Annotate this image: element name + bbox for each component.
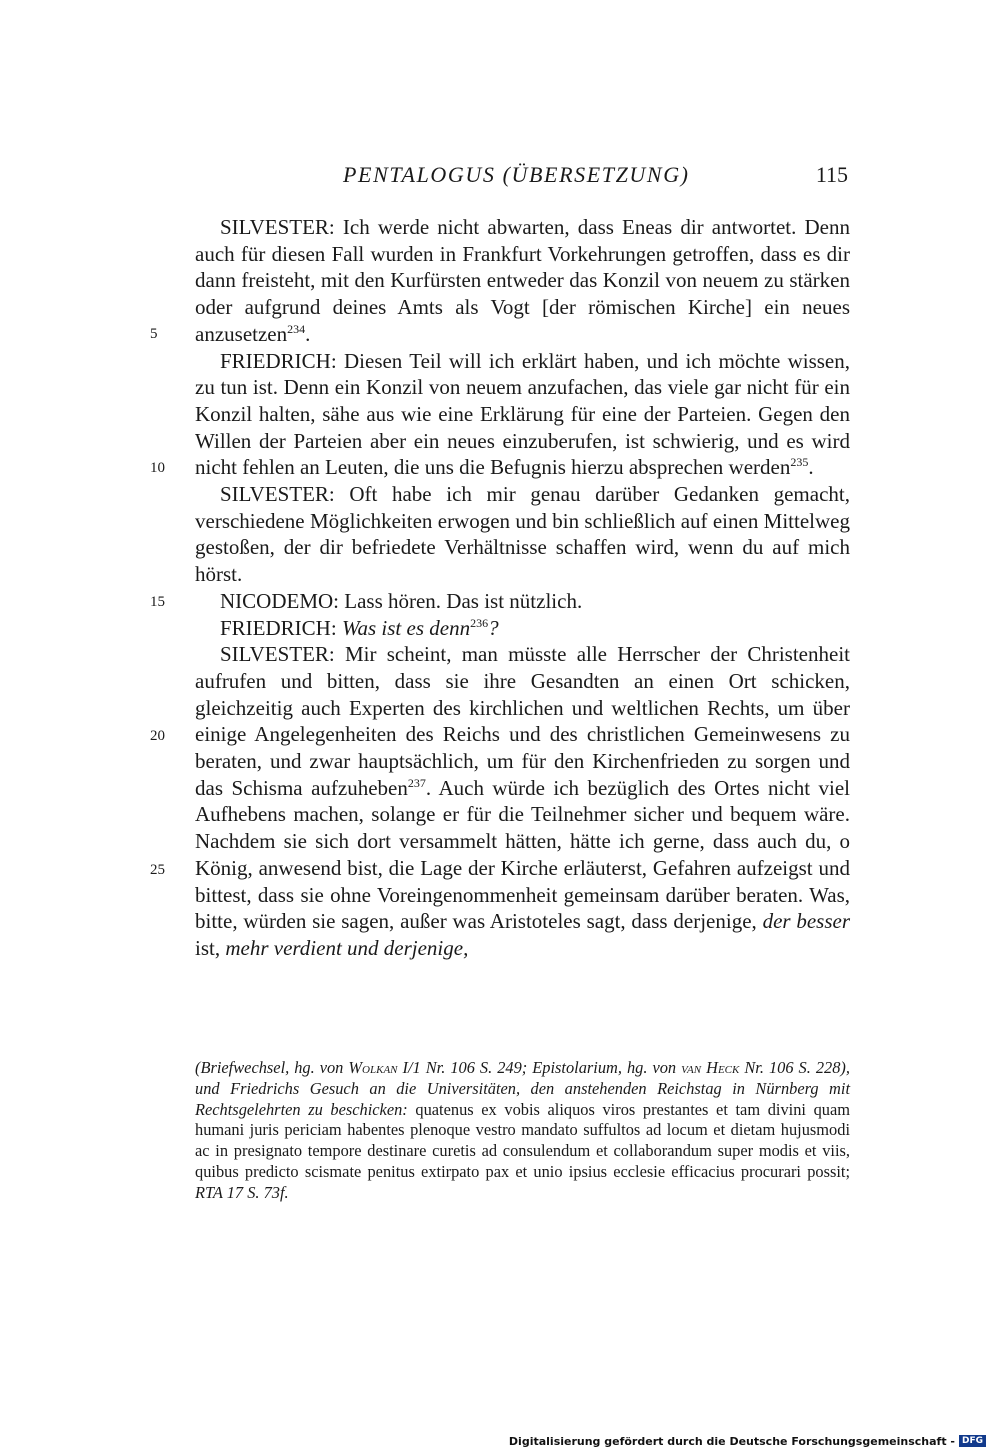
paragraph-nicodemo: NICODEMO: Lass hören. Das ist nützlich. [220,588,583,613]
dfg-logo: DFG [959,1435,986,1447]
paragraph-silvester-3: SILVESTER: Mir scheint, man müsste alle Herrscher der Christenheit aufrufen und bitten, dass sie ihre Gesandten an einen Ort schicken, gleichzeitig auch Experten des kirchlichen und weltlichen Rechts, um über einige Angelegenheiten des Reichs und des christlichen Gemeinwesens zu beraten, und zwar hauptsächlich, um für den Kirchenfrieden zu sorgen und das Schisma aufzuheben$^{237}$. Auch würde ich bezüglich des Ortes nicht viel Aufhebens machen, solange er für die Teilnehmer sicher und bequem wäre. Nachdem sie sich dort versammelt hätten, hätte ich gerne, dass auch du, o König, anwesend bist, die Lage der Kirche erläuterst, Gefahren aufzeigst und bittest, dass sie ohne Voreingenommenheit gemeinsam darüber beraten. Was, bitte, würden sie sagen, außer was Aristoteles sagt, dass derjenige, der besser ist, mehr verdient und derjenige, [195,642,851,960]
footnote-ref-235[interactable]: 235 [790,455,809,470]
running-title: PENTALOGUS (ÜBERSETZUNG) [343,162,690,187]
paragraph-friedrich-2: FRIEDRICH: Was ist es denn$^{236}$? [220,615,499,640]
funding-footer [509,1434,986,1448]
paragraph-friedrich-1: FRIEDRICH: Diesen Teil will ich erklärt haben, und ich möchte wissen, zu tun ist. Denn ein Konzil von neuem anzufachen, das viele gar nicht für ein Konzil halten, sähe aus wie eine Erklärung für eine der Parteien. Gegen den Willen der Parteien aber ein neues einzuberufen, ist schwierig, und es wird nicht fehlen an Leuten, die uns die Befugnis hierzu absprechen werden$^{235}$. [195,348,850,480]
footnote-continuation: (Briefwechsel, hg. von Wolkan I/1 Nr. 106 S. 249; Epistolarium, hg. von van Heck Nr. 106 S. 228), und Friedrichs Gesuch an die Universitäten, den anstehenden Reichstag in Nürnberg mit Rechtsgelehrten zu beschicken: quatenus ex vobis aliquos viros prestantes et tam divini quam humani juris periciam habentes plenoque vestro mandato suffultos ad locum et dietam hujusmodi ac in presignato tempore destinare curetis ad consulendum et collaborandum super modis et viis, quibus predicto scismate penitus extirpato pax et unio ipsius ecclesie efficacius procurari possit; RTA 17 S. 73f. [195,1058,850,1202]
paragraph-silvester-2: SILVESTER: Oft habe ich mir genau darüber Gedanken gemacht, verschiedene Möglichkeiten erwogen und bin schließlich auf einen Mittelweg gestoßen, der dir befriedete Verhältnisse schaffen wird, wenn du auf mich hörst. [195,482,850,587]
funding-note: Digitalisierung gefördert durch die Deutsche Forschungsgemeinschaft - [508,1434,955,1448]
running-header [195,162,850,196]
main-text [195,214,850,962]
line-number-10: 10 [150,460,165,476]
line-number-15: 15 [150,594,165,610]
line-number-20: 20 [150,728,165,744]
line-number-25: 25 [150,862,165,878]
footnote-ref-236[interactable]: 236 [470,615,489,630]
footnote-ref-234[interactable]: 234 [287,321,306,336]
footnote-ref-237[interactable]: 237 [407,775,426,790]
page-number: 115 [815,162,848,187]
paragraph-silvester-1: SILVESTER: Ich werde nicht abwarten, dass Eneas dir antwortet. Denn auch für diesen Fall wurden in Frankfurt Vorkehrungen getroffen, dass es dir dann freisteht, mit den Kurfürsten entweder das Konzil von neuem zu stärken oder aufgrund deines Amts als Vogt [der römischen Kirche] ein neues anzusetzen$^{234}$. [195,215,850,346]
line-number-5: 5 [150,326,158,342]
